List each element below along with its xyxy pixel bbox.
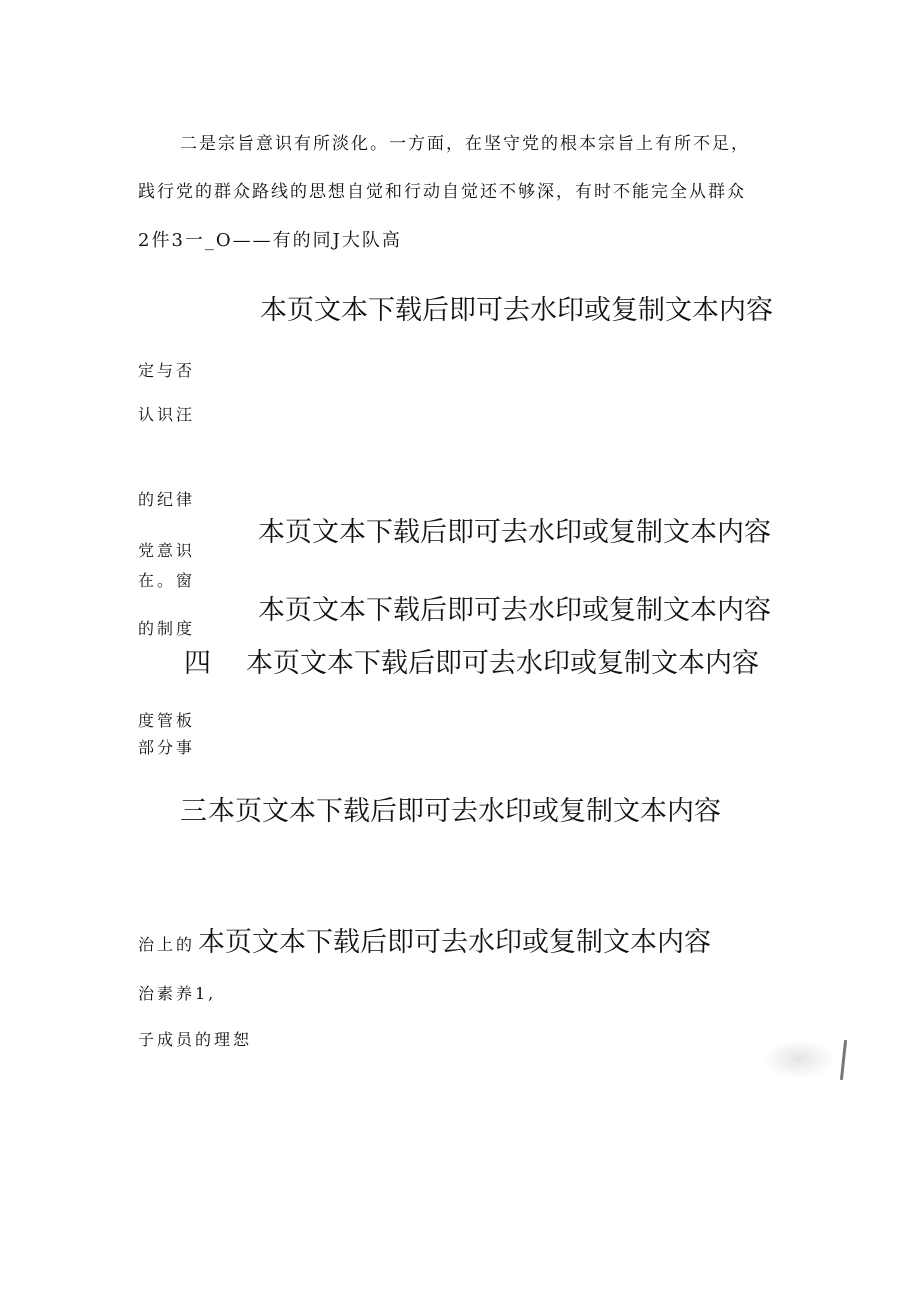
watermark-line-2: 本页文本下载后即可去水印或复制文本内容	[258, 517, 771, 548]
watermark-line-5: 本页文本下载后即可去水印或复制文本内容	[208, 796, 721, 827]
fragment-text: 认识汪	[138, 405, 196, 424]
paragraph-line-3: 2件3一_O——有的同J大队高	[138, 230, 402, 251]
watermark-line-4: 本页文本下载后即可去水印或复制文本内容	[246, 648, 759, 679]
fragment-text: 部分事	[138, 738, 196, 757]
fragment-text: 党意识	[138, 541, 196, 560]
paragraph-line-1: 二是宗旨意识有所淡化。一方面，在坚守党的根本宗旨上有所不足，	[180, 134, 750, 154]
fragment-text: 四	[184, 648, 211, 679]
watermark-line-3: 本页文本下载后即可去水印或复制文本内容	[258, 595, 771, 626]
scan-mark	[840, 1040, 847, 1080]
fragment-text: 在。窗	[138, 571, 196, 590]
paragraph-line-2: 践行党的群众路线的思想自觉和行动自觉还不够深，有时不能完全从群众	[138, 182, 746, 202]
watermark-line-6: 本页文本下载后即可去水印或复制文本内容	[198, 927, 711, 958]
fragment-text: 治上的	[138, 935, 196, 954]
fragment-text: 子成员的理恕	[138, 1030, 253, 1049]
fragment-text: 三	[180, 796, 207, 827]
scan-smudge	[764, 1040, 834, 1078]
fragment-text: 的纪律	[138, 490, 196, 509]
fragment-text: 的制度	[138, 619, 196, 638]
watermark-line-1: 本页文本下载后即可去水印或复制文本内容	[260, 295, 773, 326]
fragment-text: 定与否	[138, 361, 196, 380]
fragment-text: 度管板	[138, 711, 196, 730]
fragment-text: 治素养1,	[138, 984, 217, 1003]
